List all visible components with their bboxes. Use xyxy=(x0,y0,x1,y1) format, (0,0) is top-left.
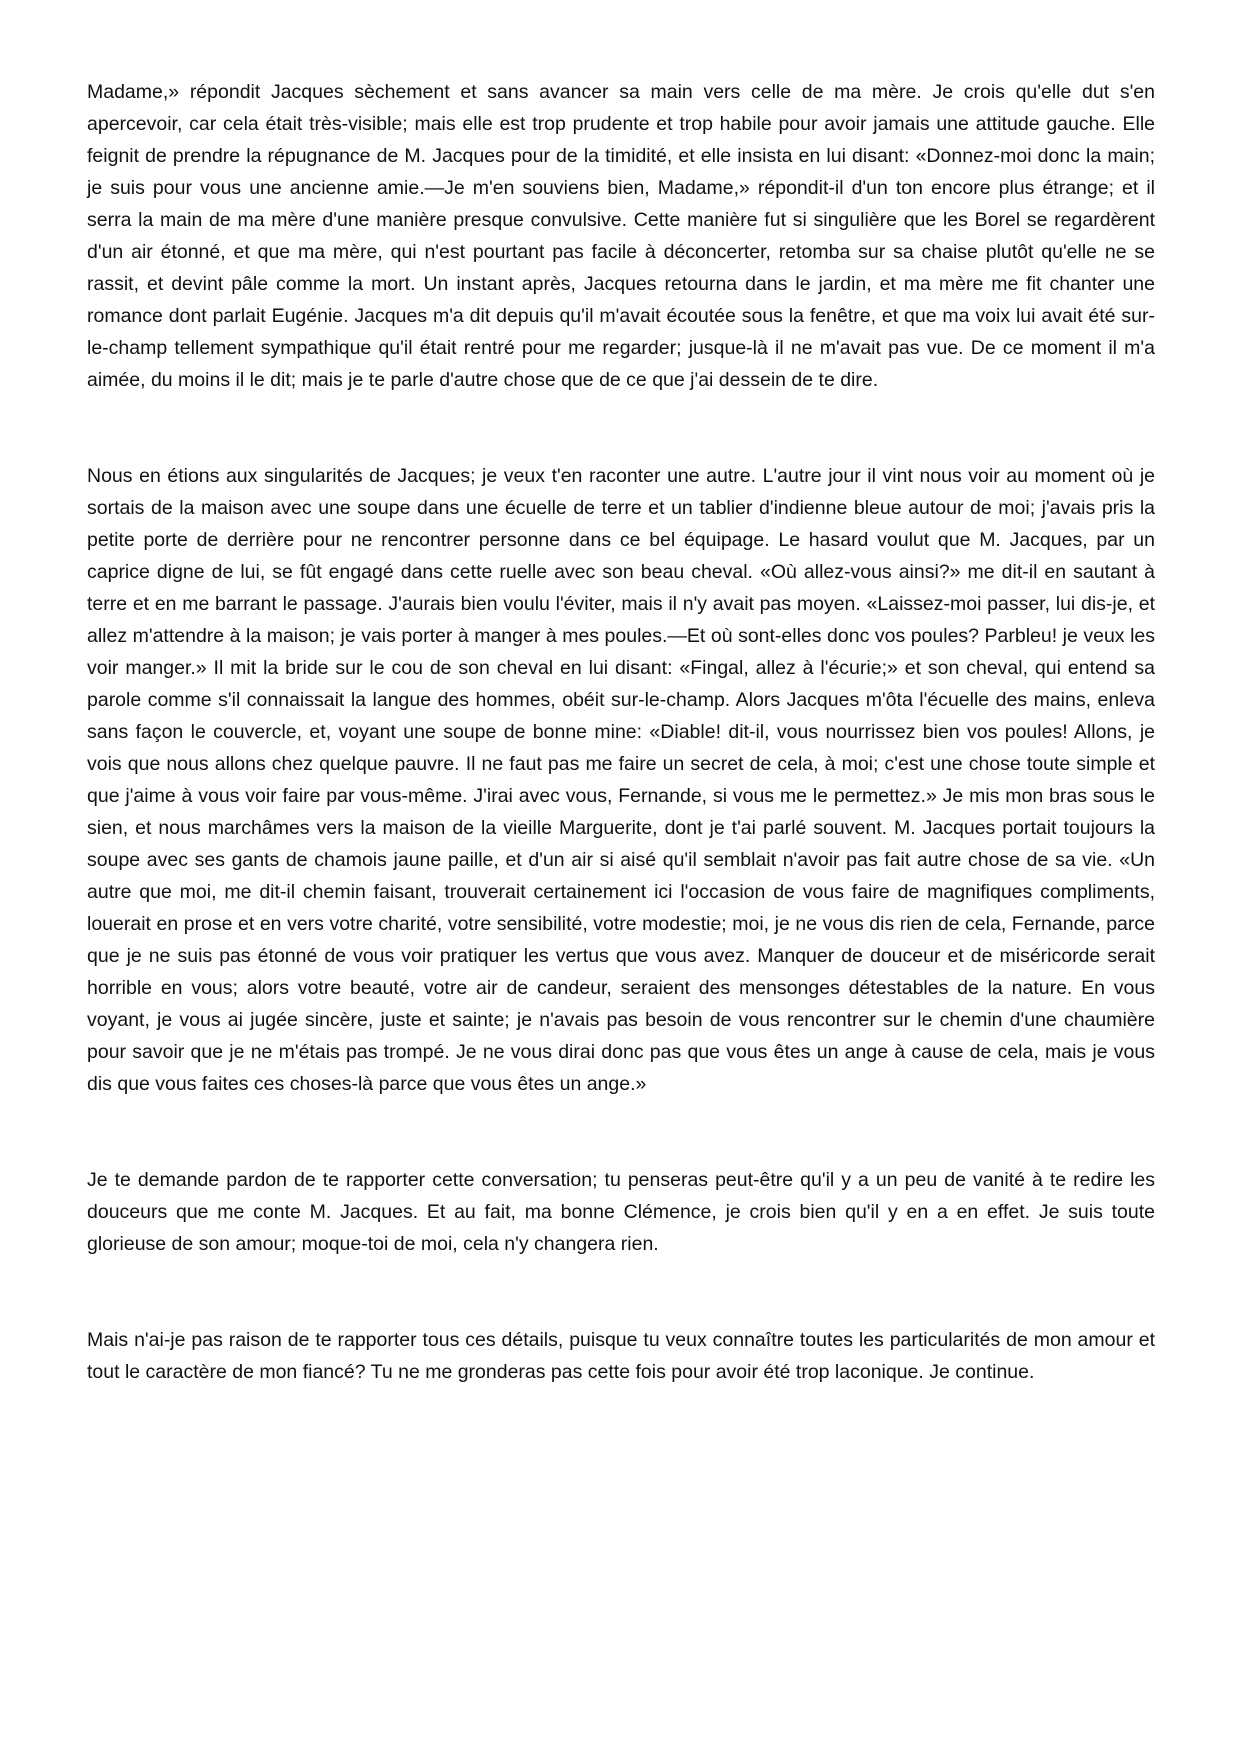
document-page xyxy=(87,76,1155,1388)
paragraph-2: Nous en étions aux singularités de Jacques; je veux t'en raconter une autre. L'autre jour il vint nous voir au moment où je sortais de la maison avec une soupe dans une écuelle de terre et un tablier d'indienne bleue autour de moi; j'avais pris la petite porte de derrière pour ne rencontrer personne dans ce bel équipage. Le hasard voulut que M. Jacques, par un caprice digne de lui, se fût engagé dans cette ruelle avec son beau cheval. «Où allez-vous ainsi?» me dit-il en sautant à terre et en me barrant le passage. J'aurais bien voulu l'éviter, mais il n'y avait pas moyen. «Laissez-moi passer, lui dis-je, et allez m'attendre à la maison; je vais porter à manger à mes poules.—Et où sont-elles donc vos poules? Parbleu! je veux les voir manger.» Il mit la bride sur le cou de son cheval en lui disant: «Fingal, allez à l'écurie;» et son cheval, qui entend sa parole comme s'il connaissait la langue des hommes, obéit sur-le-champ. Alors Jacques m'ôta l'écuelle des mains, enleva sans façon le couvercle, et, voyant une soupe de bonne mine: «Diable! dit-il, vous nourrissez bien vos poules! Allons, je vois que nous allons chez quelque pauvre. Il ne faut pas me faire un secret de cela, à moi; c'est une chose toute simple et que j'aime à vous voir faire par vous-même. J'irai avec vous, Fernande, si vous me le permettez.» Je mis mon bras sous le sien, et nous marchâmes vers la maison de la vieille Marguerite, dont je t'ai parlé souvent. M. Jacques portait toujours la soupe avec ses gants de chamois jaune paille, et d'un air si aisé qu'il semblait n'avoir pas fait autre chose de sa vie. «Un autre que moi, me dit-il chemin faisant, trouverait certainement ici l'occasion de vous faire de magnifiques compliments, louerait en prose et en vers votre charité, votre sensibilité, votre modestie; moi, je ne vous dis rien de cela, Fernande, parce que je ne suis pas étonné de vous voir pratiquer les vertus que vous avez. Manquer de douceur et de miséricorde serait horrible en vous; alors votre beauté, votre air de candeur, seraient des mensonges détestables de la nature. En vous voyant, je vous ai jugée sincère, juste et sainte; je n'avais pas besoin de vous rencontrer sur le chemin d'une chaumière pour savoir que je ne m'étais pas trompé. Je ne vous dirai donc pas que vous êtes un ange à cause de cela, mais je vous dis que vous faites ces choses-là parce que vous êtes un ange.» xyxy=(87,465,1155,1095)
paragraph-4: Mais n'ai-je pas raison de te rapporter tous ces détails, puisque tu veux connaître toutes les particularités de mon amour et tout le caractère de mon fiancé? Tu ne me gronderas pas cette fois pour avoir été trop laconique. Je continue. xyxy=(87,1329,1155,1383)
paragraph-gap xyxy=(87,1260,1155,1324)
paragraph-3: Je te demande pardon de te rapporter cette conversation; tu penseras peut-être qu'il y a un peu de vanité à te redire les douceurs que me conte M. Jacques. Et au fait, ma bonne Clémence, je crois bien qu'il y en a en effet. Je suis toute glorieuse de son amour; moque-toi de moi, cela n'y changera rien. xyxy=(87,1169,1155,1255)
paragraph-gap xyxy=(87,1100,1155,1164)
paragraph-gap xyxy=(87,396,1155,460)
paragraph-1: Madame,» répondit Jacques sèchement et sans avancer sa main vers celle de ma mère. Je crois qu'elle dut s'en apercevoir, car cela était très-visible; mais elle est trop prudente et trop habile pour avoir jamais une attitude gauche. Elle feignit de prendre la répugnance de M. Jacques pour de la timidité, et elle insista en lui disant: «Donnez-moi donc la main; je suis pour vous une ancienne amie.—Je m'en souviens bien, Madame,» répondit-il d'un ton encore plus étrange; et il serra la main de ma mère d'une manière presque convulsive. Cette manière fut si singulière que les Borel se regardèrent d'un air étonné, et que ma mère, qui n'est pourtant pas facile à déconcerter, retomba sur sa chaise plutôt qu'elle ne se rassit, et devint pâle comme la mort. Un instant après, Jacques retourna dans le jardin, et ma mère me fit chanter une romance dont parlait Eugénie. Jacques m'a dit depuis qu'il m'avait écoutée sous la fenêtre, et que ma voix lui avait été sur-le-champ tellement sympathique qu'il était rentré pour me regarder; jusque-là il ne m'avait pas vue. De ce moment il m'a aimée, du moins il le dit; mais je te parle d'autre chose que de ce que j'ai dessein de te dire. xyxy=(87,81,1155,391)
